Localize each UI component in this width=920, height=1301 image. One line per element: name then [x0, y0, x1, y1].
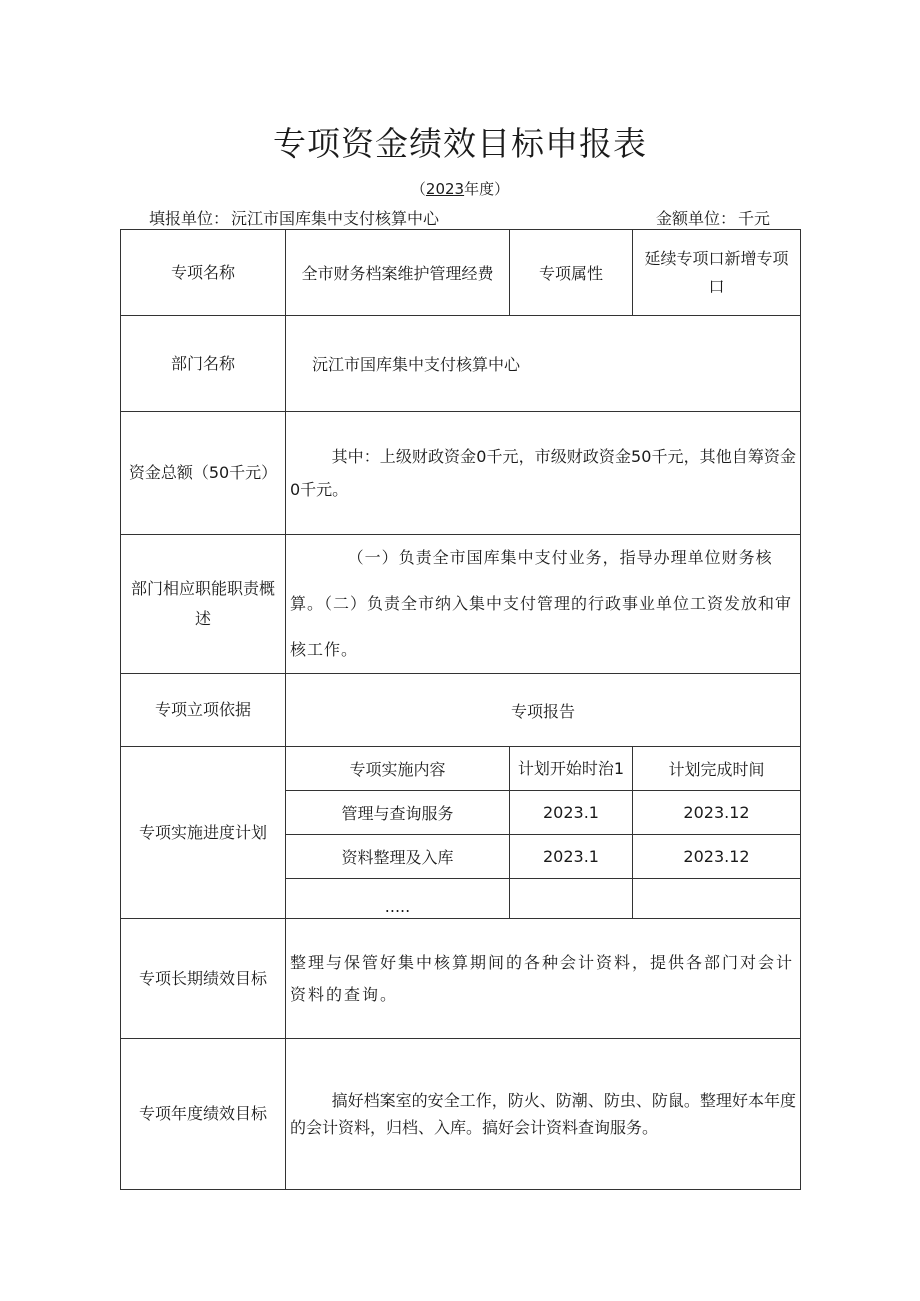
fill-unit-value: 沅江市国库集中支付核算中心 [231, 209, 440, 228]
schedule-start: 2023.1 [510, 791, 633, 835]
dept-duty-value: （一）负责全市国库集中支付业务，指导办理单位财务核算。（二）负责全市纳入集中支付管理的行政事业单位工资发放和审核工作。 [286, 535, 801, 674]
schedule-empty-cell [633, 879, 801, 919]
schedule-header-content: 专项实施内容 [286, 747, 510, 791]
row-dept-name [121, 316, 801, 412]
money-unit-label: 金额单位： [656, 209, 737, 228]
row-basis [121, 674, 801, 747]
row-total-funds [121, 412, 801, 535]
dept-name-label: 部门名称 [121, 316, 286, 412]
schedule-end: 2023.12 [633, 791, 801, 835]
project-name-value: 全市财务档案维护管理经费 [286, 230, 510, 316]
schedule-header-row [121, 747, 801, 791]
annual-goal-label: 专项年度绩效目标 [121, 1039, 286, 1190]
dept-duty-label: 部门相应职能职责概述 [121, 535, 286, 674]
schedule-content: 资料整理及入库 [286, 835, 510, 879]
schedule-start: 2023.1 [510, 835, 633, 879]
project-attr-label: 专项属性 [510, 230, 633, 316]
annual-goal-value: 搞好档案室的安全工作，防火、防潮、防虫、防鼠。整理好本年度的会计资料，归档、入库。搞好会计资料查询服务。 [286, 1039, 801, 1190]
money-unit [654, 206, 770, 229]
performance-form-table [120, 229, 801, 1190]
long-goal-label: 专项长期绩效目标 [121, 919, 286, 1039]
basis-label: 专项立项依据 [121, 674, 286, 747]
project-name-label: 专项名称 [121, 230, 286, 316]
project-attr-value: 延续专项口新增专项口 [633, 230, 801, 316]
row-long-goal [121, 919, 801, 1039]
basis-value: 专项报告 [286, 674, 801, 747]
schedule-header-start: 计划开始时治1 [510, 747, 633, 791]
year-open: （ [410, 180, 426, 198]
total-funds-value: 其中：上级财政资金0千元，市级财政资金50千元，其他自筹资金0千元。 [286, 412, 801, 535]
page-title: 专项资金绩效目标申报表 [273, 124, 647, 163]
row-dept-duty [121, 535, 801, 674]
year-value: 2023 [425, 180, 465, 198]
schedule-label: 专项实施进度计划 [121, 747, 286, 919]
schedule-empty-cell [510, 879, 633, 919]
schedule-end: 2023.12 [633, 835, 801, 879]
year-suffix: 年度） [464, 180, 510, 198]
year-line [0, 178, 920, 199]
schedule-content: 管理与查询服务 [286, 791, 510, 835]
row-project-name [121, 230, 801, 316]
total-funds-label: 资金总额（50千元） [121, 412, 286, 535]
fill-unit [147, 206, 439, 229]
schedule-header-end: 计划完成时间 [633, 747, 801, 791]
dept-name-value: 沅江市国库集中支付核算中心 [286, 316, 801, 412]
fill-unit-label: 填报单位： [149, 209, 230, 228]
schedule-ellipsis: ..... [286, 879, 510, 919]
money-unit-value: 千元 [738, 209, 771, 228]
row-annual-goal [121, 1039, 801, 1190]
long-goal-value: 整理与保管好集中核算期间的各种会计资料，提供各部门对会计资料的查询。 [286, 919, 801, 1039]
